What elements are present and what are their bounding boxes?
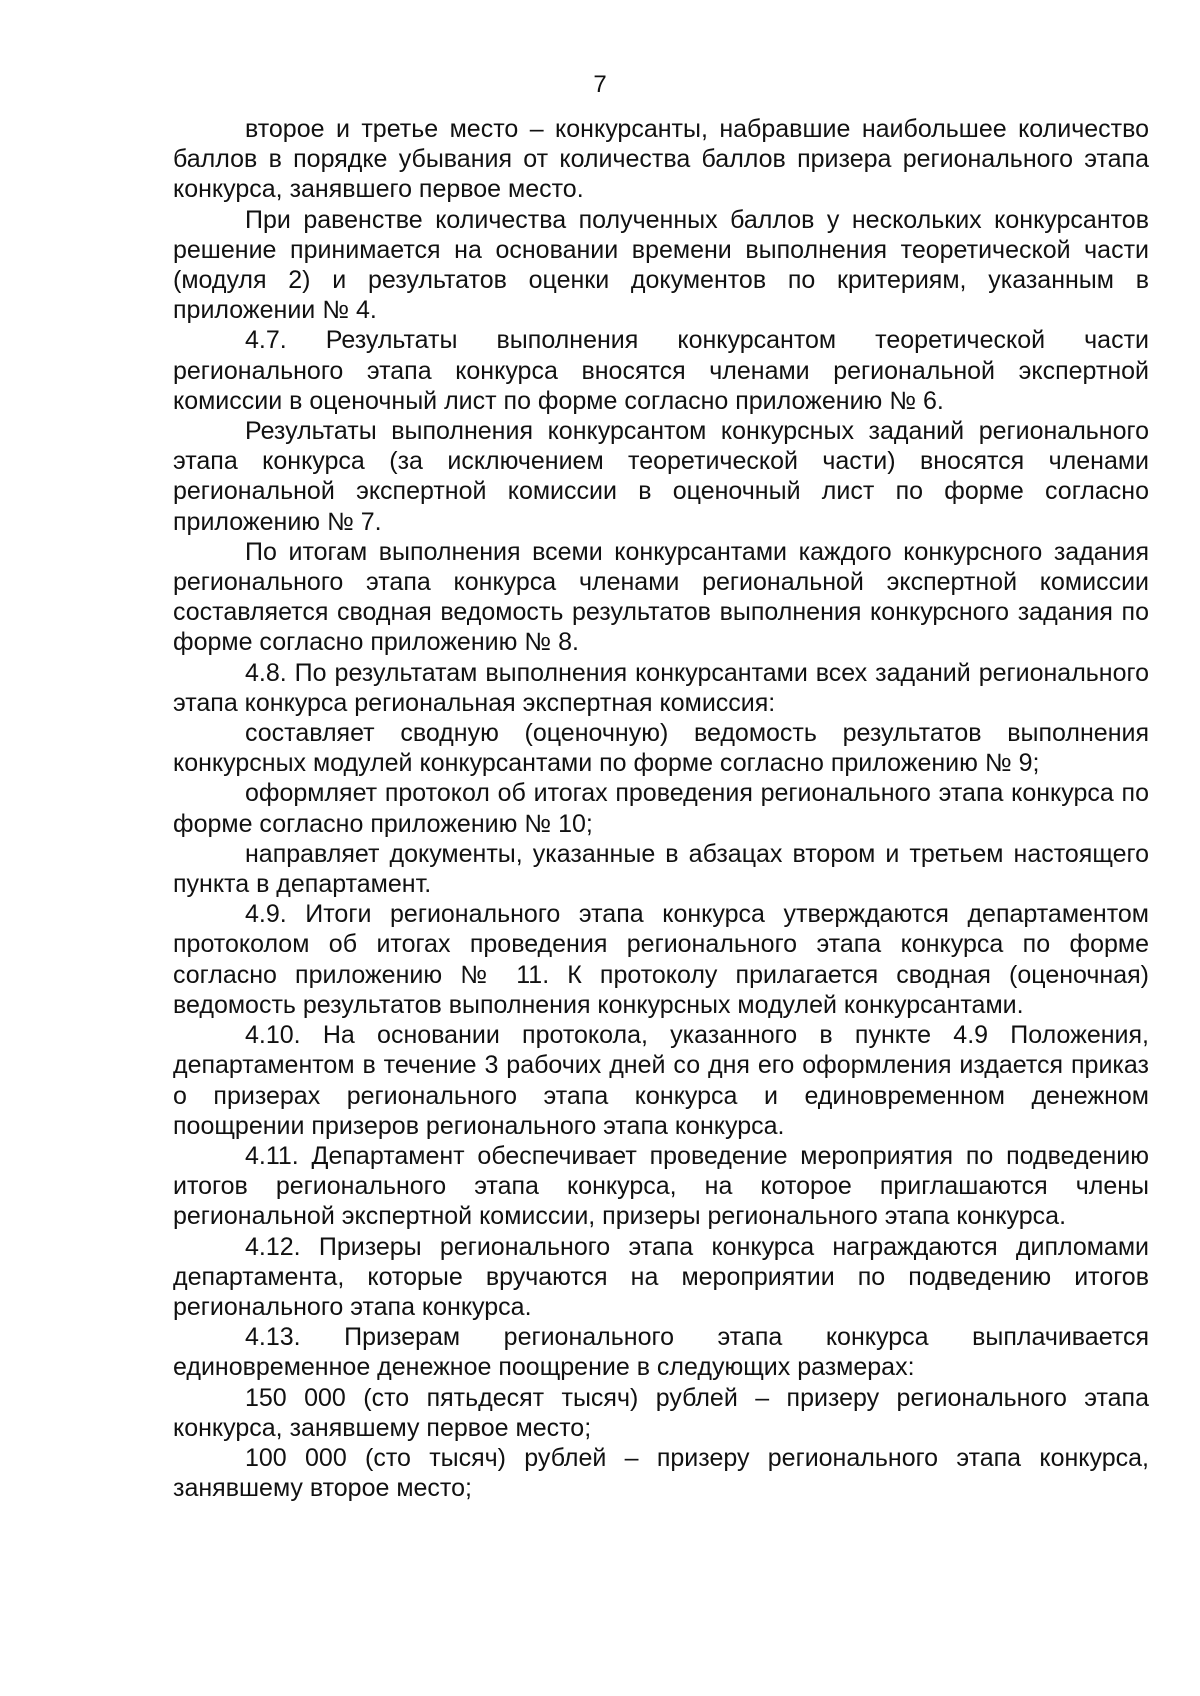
paragraph: Результаты выполнения конкурсантом конкурсных заданий регионального этапа конкурса (за исключением теоретической части) вносятся членами региональной экспертной комиссии в оценочный лист по форме согласно приложению № 7. (173, 417, 1149, 536)
paragraph: 150 000 (сто пятьдесят тысяч) рублей – призеру регионального этапа конкурса, занявшему первое место; (173, 1383, 1149, 1442)
document-body (173, 114, 1149, 1503)
paragraph: направляет документы, указанные в абзацах втором и третьем настоящего пункта в департамент. (173, 839, 1149, 899)
paragraph: 4.13. Призерам регионального этапа конкурса выплачивается единовременное денежное поощрение в следующих размерах: (173, 1323, 1149, 1382)
paragraph: 4.8. По результатам выполнения конкурсантами всех заданий регионального этапа конкурса региональная экспертная комиссия: (173, 658, 1149, 717)
paragraph: 4.12. Призеры регионального этапа конкурса награждаются дипломами департамента, которые вручаются на мероприятии по подведению итогов регионального этапа конкурса. (173, 1232, 1149, 1321)
page-number: 7 (593, 71, 607, 98)
paragraph: 4.7. Результаты выполнения конкурсантом теоретической части регионального этапа конкурса вносятся членами региональной экспертной комиссии в оценочный лист по форме согласно приложению № 6. (173, 326, 1149, 415)
paragraph: 4.10. На основании протокола, указанного в пункте 4.9 Положения, департаментом в течение 3 рабочих дней со дня его оформления издается приказ о призерах регионального этапа конкурса и единовременном денежном поощрении призеров регионального этапа конкурса. (173, 1021, 1149, 1140)
paragraph: 4.9. Итоги регионального этапа конкурса утверждаются департаментом протоколом об итогах проведения регионального этапа конкурса по форме согласно приложению № 11. К протоколу прилагается сводная (оценочная) ведомость результатов выполнения конкурсных модулей конкурсантами. (173, 900, 1149, 1019)
paragraph: второе и третье место – конкурсанты, набравшие наибольшее количество баллов в порядке убывания от количества баллов призера регионального этапа конкурса, занявшего первое место. (173, 115, 1149, 204)
paragraph: составляет сводную (оценочную) ведомость результатов выполнения конкурсных модулей конкурсантами по форме согласно приложению № 9; (173, 719, 1149, 778)
paragraph: 100 000 (сто тысяч) рублей – призеру регионального этапа конкурса, занявшему второе место; (173, 1443, 1149, 1503)
paragraph: 4.11. Департамент обеспечивает проведение мероприятия по подведению итогов регионального этапа конкурса, на которое приглашаются члены региональной экспертной комиссии, призеры регионального этапа конкурса. (173, 1141, 1149, 1231)
paragraph: оформляет протокол об итогах проведения регионального этапа конкурса по форме согласно приложению № 10; (173, 779, 1149, 838)
paragraph: При равенстве количества полученных баллов у нескольких конкурсантов решение принимается на основании времени выполнения теоретической части (модуля 2) и результатов оценки документов по критериям, указанным в приложении № 4. (173, 205, 1149, 325)
paragraph: По итогам выполнения всеми конкурсантами каждого конкурсного задания регионального этапа конкурса членами региональной экспертной комиссии составляется сводная ведомость результатов выполнения конкурсного задания по форме согласно приложению № 8. (173, 537, 1149, 657)
